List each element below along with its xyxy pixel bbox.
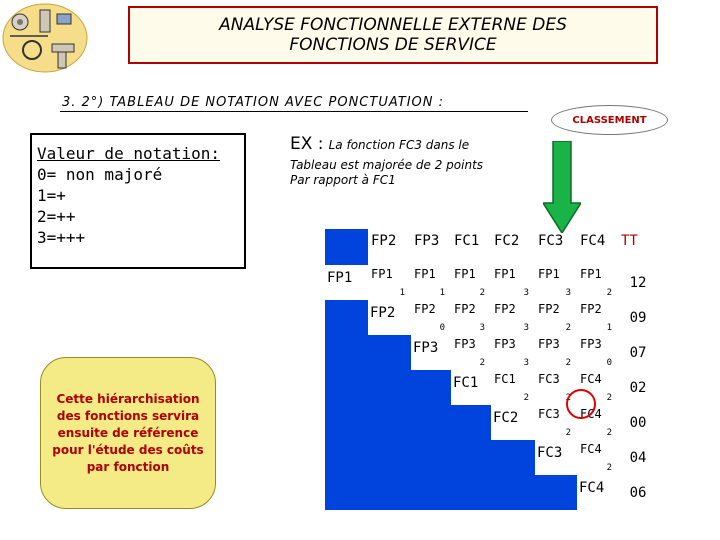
blue-filler-cell	[368, 370, 411, 405]
comparison-cell	[451, 300, 491, 335]
winning-function: FP3	[580, 337, 602, 351]
score: 2	[606, 288, 612, 298]
column-header: FC3	[538, 233, 564, 249]
down-arrow-icon	[543, 141, 581, 233]
blue-filler-cell	[451, 405, 491, 440]
winning-function: FP1	[371, 267, 393, 281]
example-text-3: Par rapport à FC1	[290, 173, 396, 187]
score: 1	[606, 323, 612, 333]
column-header: FP2	[371, 233, 397, 249]
column-header: FC2	[494, 233, 520, 249]
blue-filler-cell	[411, 405, 451, 440]
blue-filler-cell	[368, 335, 411, 370]
blue-filler-cell	[368, 405, 411, 440]
example-line-1	[290, 134, 469, 154]
score: 2	[606, 463, 612, 473]
pairwise-comparison-table	[325, 229, 685, 509]
notation-line: 1=+	[37, 186, 66, 205]
row-total: 12	[629, 274, 647, 291]
winning-function: FP2	[494, 302, 516, 316]
winning-function: FP2	[454, 302, 476, 316]
comparison-cell	[577, 335, 618, 370]
winning-function: FP3	[538, 337, 560, 351]
score: 2	[565, 428, 571, 438]
comparison-cell	[411, 300, 451, 335]
winning-function: FP2	[414, 302, 436, 316]
row-total: 07	[629, 344, 647, 361]
blue-filler-cell	[451, 475, 491, 510]
column-header: FC1	[454, 233, 480, 249]
blue-filler-cell	[491, 440, 535, 475]
row-total: 04	[629, 449, 647, 466]
blue-filler-cell	[411, 440, 451, 475]
comparison-cell	[577, 440, 618, 475]
score: 2	[606, 428, 612, 438]
row-total: 06	[629, 484, 647, 501]
notation-line: 2=++	[37, 207, 76, 226]
winning-function: FP1	[538, 267, 560, 281]
row-header: FP2	[370, 305, 396, 321]
blue-filler-cell	[325, 440, 368, 475]
winning-function: FC4	[580, 407, 602, 421]
blue-filler-cell	[325, 405, 368, 440]
comparison-cell	[491, 265, 535, 300]
blue-filler-cell	[535, 475, 577, 510]
score: 1	[439, 288, 445, 298]
winning-function: FC4	[580, 372, 602, 386]
notation-title: Valeur de notation:	[37, 144, 221, 163]
comparison-cell	[451, 335, 491, 370]
notation-line: 3=+++	[37, 228, 86, 247]
blue-filler-cell	[368, 440, 411, 475]
row-total: 00	[629, 414, 647, 431]
row-header: FP3	[413, 340, 439, 356]
winning-function: FC4	[580, 442, 602, 456]
mechanical-parts-logo-icon	[2, 2, 88, 74]
subtitle-underline	[60, 111, 528, 112]
row-total: 02	[629, 379, 647, 396]
comparison-cell	[411, 265, 451, 300]
blue-filler-cell	[325, 300, 368, 335]
winning-function: FC3	[538, 407, 560, 421]
row-header: FC1	[453, 375, 479, 391]
row-header: FP1	[327, 270, 353, 286]
blue-filler-cell	[411, 475, 451, 510]
comparison-cell	[491, 370, 535, 405]
blue-filler-cell	[411, 370, 451, 405]
winning-function: FP3	[454, 337, 476, 351]
example-text-1: La fonction FC3 dans le	[328, 138, 470, 152]
notation-line: 0= non majoré	[37, 165, 163, 184]
score: 2	[565, 323, 571, 333]
row-header: FC2	[493, 410, 519, 426]
row-total: 09	[629, 309, 647, 326]
score: 3	[523, 288, 529, 298]
comparison-cell	[577, 300, 618, 335]
score: 1	[399, 288, 405, 298]
blue-filler-cell	[451, 440, 491, 475]
column-header: FC4	[580, 233, 606, 249]
blue-filler-cell	[491, 475, 535, 510]
winning-function: FP1	[580, 267, 602, 281]
score: 3	[523, 323, 529, 333]
blue-filler-cell	[368, 475, 411, 510]
example-text-2: Tableau est majorée de 2 points	[290, 158, 484, 172]
winning-function: FP1	[454, 267, 476, 281]
blue-filler-cell	[325, 475, 368, 510]
score: 2	[565, 393, 571, 403]
notation-legend-box	[30, 133, 246, 269]
score: 2	[479, 358, 485, 368]
score: 0	[606, 358, 612, 368]
score: 2	[523, 393, 529, 403]
example-prefix: EX :	[290, 134, 324, 154]
score: 2	[606, 393, 612, 403]
score: 3	[523, 358, 529, 368]
comparison-cell	[368, 265, 411, 300]
winning-function: FP2	[580, 302, 602, 316]
title-line-2: FONCTIONS DE SERVICE	[289, 35, 497, 55]
comparison-cell	[535, 265, 577, 300]
winning-function: FP2	[538, 302, 560, 316]
column-header: FP3	[414, 233, 440, 249]
comparison-cell	[577, 265, 618, 300]
comparison-cell	[535, 335, 577, 370]
row-header: FC4	[579, 480, 605, 496]
example-text-block	[290, 158, 483, 188]
comparison-cell	[491, 335, 535, 370]
title-line-1: ANALYSE FONCTIONNELLE EXTERNE DES	[219, 15, 567, 35]
blue-filler-cell	[325, 335, 368, 370]
row-header: FC3	[537, 445, 563, 461]
highlight-circle	[566, 389, 596, 419]
winning-function: FP3	[494, 337, 516, 351]
winning-function: FC3	[538, 372, 560, 386]
winning-function: FP1	[494, 267, 516, 281]
classement-label: CLASSEMENT	[551, 105, 668, 135]
comparison-cell	[535, 300, 577, 335]
winning-function: FP1	[414, 267, 436, 281]
note-callout: Cette hiérarchisation des fonctions servira ensuite de référence pour l'étude des coûts par fonction	[40, 357, 216, 509]
winning-function: FC1	[494, 372, 516, 386]
comparison-cell	[491, 300, 535, 335]
section-subtitle: 3. 2°) TABLEAU DE NOTATION AVEC PONCTUATION :	[62, 95, 445, 110]
title-banner	[128, 6, 658, 64]
score: 3	[479, 323, 485, 333]
score: 0	[439, 323, 445, 333]
comparison-cell	[451, 265, 491, 300]
score: 2	[565, 358, 571, 368]
score: 3	[565, 288, 571, 298]
score: 2	[479, 288, 485, 298]
column-header: TT	[621, 233, 638, 249]
table-corner	[325, 229, 368, 265]
blue-filler-cell	[325, 370, 368, 405]
